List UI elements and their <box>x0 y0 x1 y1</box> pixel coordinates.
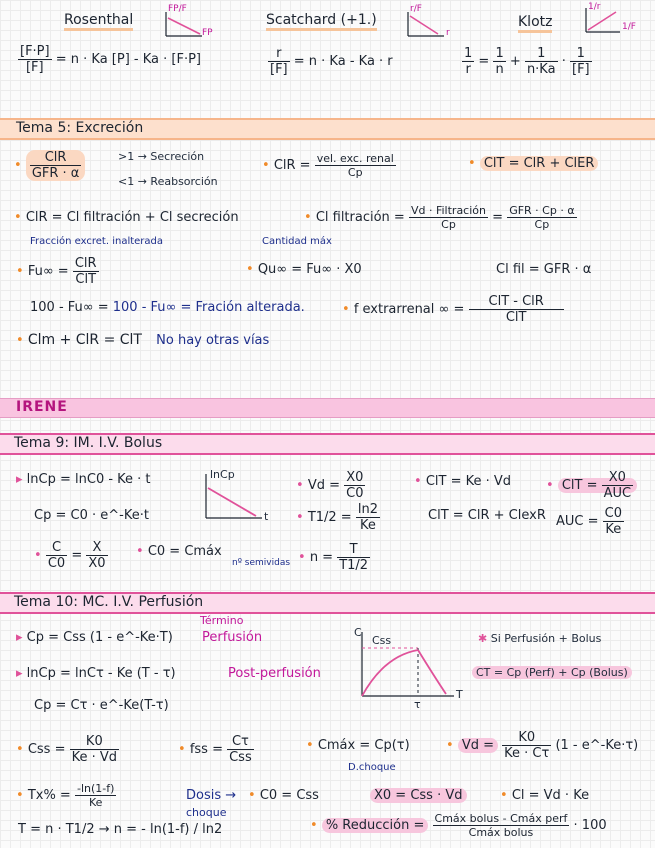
secrecion-label: >1 → Secreción <box>118 150 205 163</box>
post-perfusion-label: Post-perfusión <box>228 666 321 681</box>
lncp-graph-x: t <box>264 510 269 523</box>
n-semividas: • n = $\frac{T}{T1/2}$ <box>298 542 369 573</box>
clr-ratio: • $\frac{\text{ClR}}{\text{GFR · α}}$ <box>14 150 85 181</box>
cp-equation: Cp = C0 · e^-Ke·t <box>34 508 149 523</box>
clt-ke-vd: • ClT = Ke · Vd <box>414 474 512 489</box>
tema5-title: Tema 5: Excreción <box>16 120 144 136</box>
clt-sum: • ClT = ClR + ClER <box>468 156 598 171</box>
n-semividas-note: nº semividas <box>232 558 291 568</box>
si-perfusion-bolus: ✱ Si Perfusión + Bolus <box>478 632 602 645</box>
reabsorcion-label: <1 → Reabsorción <box>118 175 218 188</box>
rosenthal-axis-y: FP/F <box>168 4 187 14</box>
ct-sum: CT = Cp (Perf) + Cp (Bolus) <box>472 666 632 679</box>
auc-equation: AUC = $\frac{C0}{Ke}$ <box>556 506 623 537</box>
x0-equation: X0 = Css · Vd <box>370 788 467 803</box>
scatchard-axis-x: r <box>446 28 450 38</box>
c-c0-ratio: • $\frac{C}{C0}$ = $\frac{X}{X0}$ <box>34 540 106 571</box>
vd-equation: • Vd = $\frac{X0}{C0}$ <box>296 470 364 501</box>
lncp-graph-y: lnCp <box>210 468 235 481</box>
irene-label: IRENE <box>16 399 68 415</box>
dchoque-label: D.choque <box>348 762 396 773</box>
scatchard-title: Scatchard (+1.) <box>266 12 377 31</box>
cl-fil: Cl fil = GFR · α <box>496 262 592 277</box>
tema5-header-band <box>0 118 655 140</box>
clr-definition: • ClR = $\frac{\text{vel. exc. renal}}{Cp}$ <box>262 152 394 179</box>
reduccion-equation: • % Reducción = $\frac{\text{Cmáx bolus - Cmáx perf}}{\text{Cmáx bolus}}$ · 100 <box>310 812 607 839</box>
scatchard-axis-y: r/F <box>410 4 422 14</box>
perfusion-graph-c: C <box>354 626 362 639</box>
klotz-equation: $\frac{1}{r}$ = $\frac{1}{n}$ + $\frac{1}{n\cdot Ka}$ · $\frac{1}{[F]}$ <box>464 46 590 77</box>
tema9-title: Tema 9: IM. I.V. Bolus <box>14 435 163 451</box>
clt-sum-9: ClT = ClR + ClexR <box>428 508 546 523</box>
tx-equation: • Tx% = $\frac{-\ln(1-f)}{Ke}$ <box>16 782 115 809</box>
cl-vd-ke: • Cl = Vd · Ke <box>500 788 590 803</box>
klotz-axis-x: 1/F <box>622 22 636 32</box>
tn-equation: T = n · T1/2 → n = - ln(1-f) / ln2 <box>18 822 223 837</box>
rosenthal-title: Rosenthal <box>64 12 133 31</box>
lncp-post: ▸ lnCp = lnCτ - Ke (T - τ) <box>16 666 176 681</box>
cp-ctau: Cp = Cτ · e^-Ke(T-τ) <box>34 698 169 713</box>
irene-band <box>0 398 655 418</box>
rosenthal-axis-x: FP <box>202 28 213 38</box>
cp-css-equation: ▸ Cp = Css (1 - e^-Ke·T) <box>16 630 173 645</box>
perfusion-graph-css: Css <box>372 634 392 647</box>
clm-sum: • Clm + ClR = ClT No hay otras vías <box>16 332 270 348</box>
tema10-header-band <box>0 592 655 614</box>
scatchard-equation: $\frac{r}{[F]}$ = n · Ka - Ka · r <box>270 46 393 77</box>
t12-equation: • T1/2 = $\frac{\ln 2}{Ke}$ <box>296 502 378 533</box>
perfusion-label: Perfusión <box>202 630 263 645</box>
note-fraccion: Fracción excret. inalterada <box>30 236 164 247</box>
lncp-equation: ▸ lnCp = lnC0 - Ke · t <box>16 472 151 487</box>
choque-label: choque <box>186 806 227 819</box>
dosis-label: Dosis → <box>186 788 237 803</box>
qu-infinity: • Qu∞ = Fu∞ · X0 <box>246 262 362 277</box>
cl-filtracion: • Cl filtración = $\frac{\text{Vd · Filtración}}{Cp}$ = $\frac{\text{GFR · Cp · α}}{Cp}$ <box>304 204 575 231</box>
fu-infinity: • Fu∞ = $\frac{\text{ClR}}{\text{ClT}}$ <box>16 256 97 287</box>
perfusion-graph-t: T <box>456 688 463 701</box>
fss-equation: • fss = $\frac{C\tau}{\text{Css}}$ <box>178 734 252 765</box>
perfusion-graph-tau: τ <box>414 698 421 711</box>
css-equation: • Css = $\frac{K0}{Ke \cdot Vd}$ <box>16 734 118 765</box>
clr-sum: • ClR = Cl filtración + Cl secreción <box>14 210 239 225</box>
klotz-title: Klotz <box>518 14 552 33</box>
fu-alterada: 100 - Fu∞ = 100 - Fu∞ = Fración alterada. <box>30 300 305 315</box>
clt-auc: • ClT = $\frac{X0}{\text{AUC}}$ <box>546 470 637 501</box>
perfusion-graph <box>354 626 464 706</box>
tema10-title: Tema 10: MC. I.V. Perfusión <box>14 594 204 610</box>
note-cantidad: Cantidad máx <box>262 236 332 247</box>
vd-perfusion: • Vd = $\frac{K0}{Ke \cdot C\tau}$ (1 - e^-Ke·τ) <box>446 730 639 761</box>
klotz-axis-y: 1/r <box>588 2 601 12</box>
termino-label: Término <box>200 614 244 627</box>
rosenthal-equation: $\frac{[F\cdot P]}{[F]}$ = n · Ka [P] - Ka · [F·P] <box>20 44 201 75</box>
f-extrarrenal: • f extrarrenal ∞ = $\frac{\text{ClT - ClR}}{\text{ClT}}$ <box>342 294 564 325</box>
c0-cmax: • C0 = Cmáx <box>136 544 222 559</box>
tema9-header-band <box>0 433 655 455</box>
c0-css: • C0 = Css <box>248 788 319 803</box>
cmax-equation: • Cmáx = Cp(τ) <box>306 738 410 753</box>
